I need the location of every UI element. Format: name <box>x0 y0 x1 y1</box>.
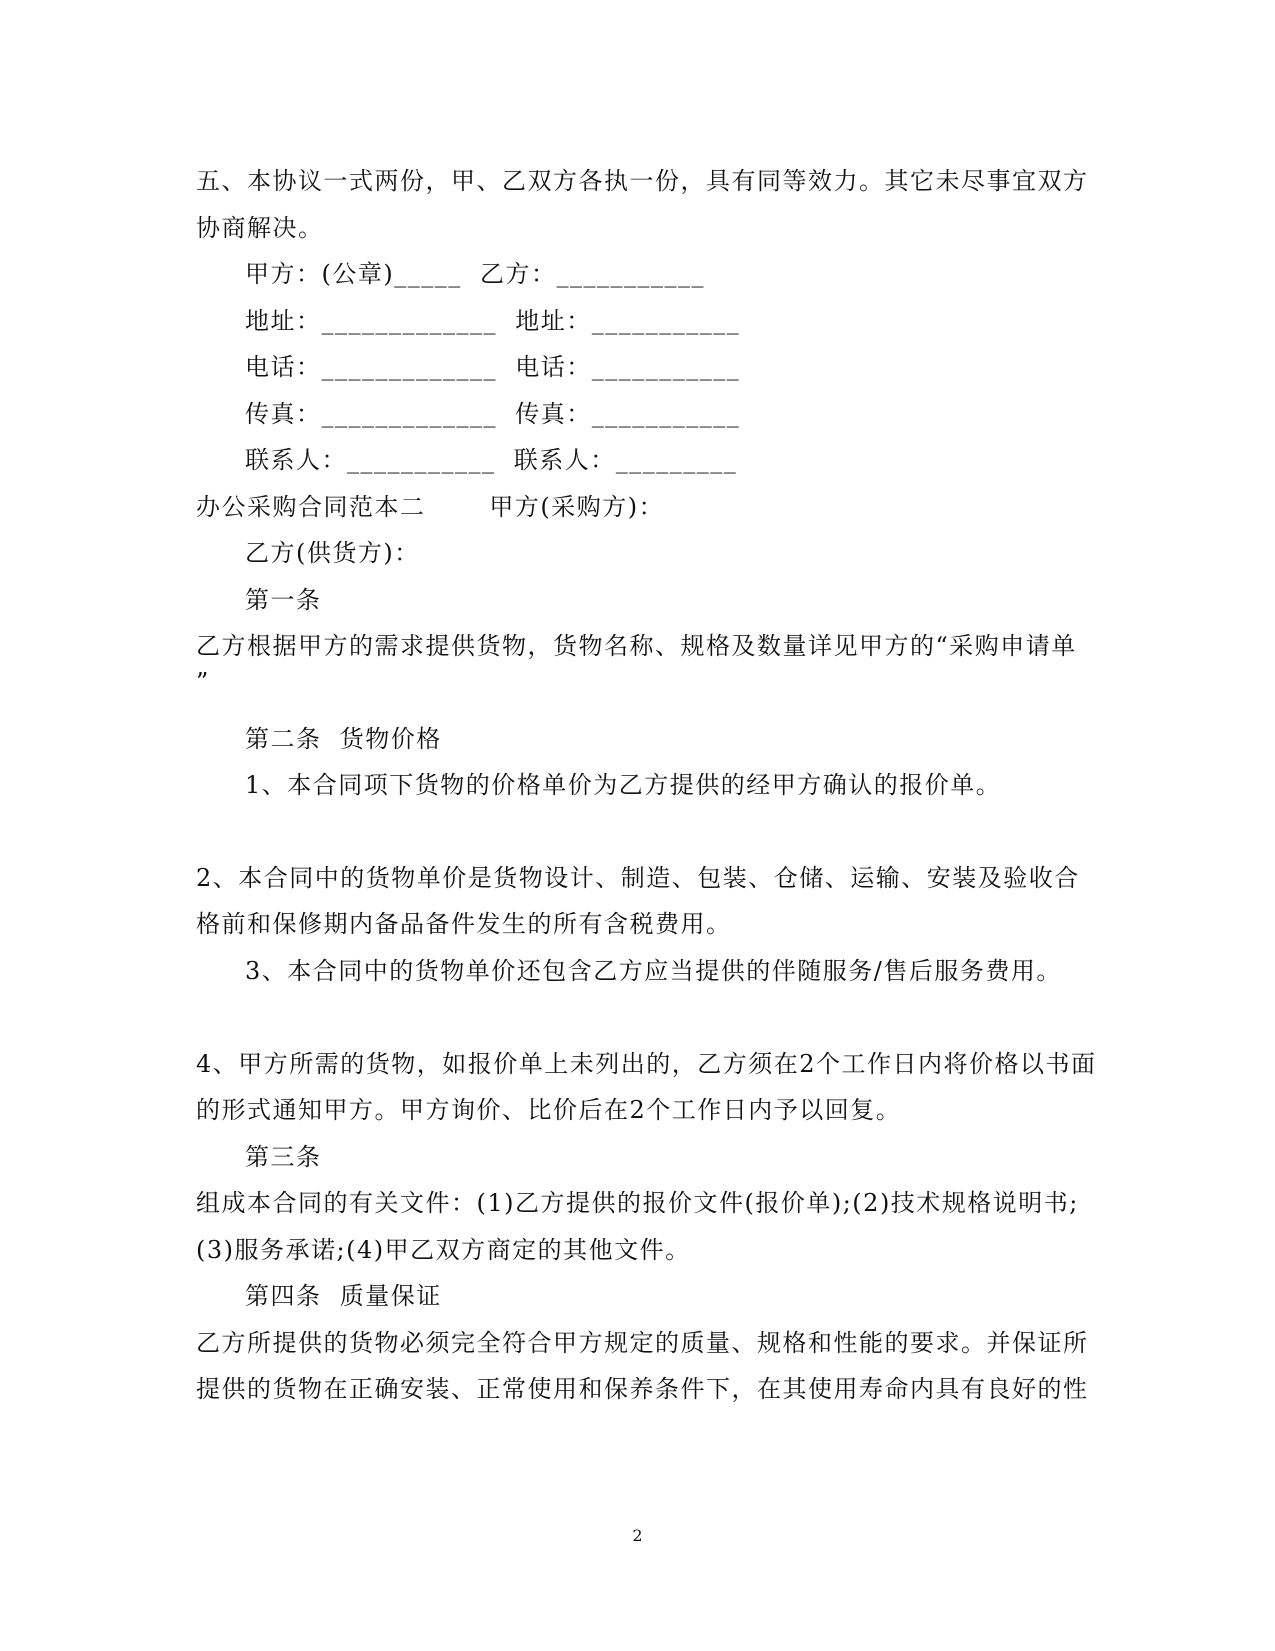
contract-title-line: 办公采购合同范本二 甲方(采购方)： <box>196 493 665 521</box>
price-item-2-line-1: 2、本合同中的货物单价是货物设计、制造、包装、仓储、运输、安装及验收合 <box>196 864 1080 892</box>
price-item-4-line-2: 的形式通知甲方。甲方询价、比价后在2个工作日内予以回复。 <box>196 1096 902 1124</box>
article-three-text-line-2: (3)服务承诺;(4)甲乙双方商定的其他文件。 <box>196 1236 691 1264</box>
article-four-text-line-2: 提供的货物在正确安装、正常使用和保养条件下，在其使用寿命内具有良好的性 <box>196 1375 1089 1403</box>
price-item-1: 1、本合同项下货物的价格单价为乙方提供的经甲方确认的报价单。 <box>245 771 1002 799</box>
address-line: 地址：_____________ 地址：___________ <box>245 307 741 335</box>
clause-five-line-2: 协商解决。 <box>196 214 324 242</box>
party-a-seal-line: 甲方：(公章)_____ 乙方：___________ <box>245 260 705 288</box>
price-item-4-line-1: 4、甲方所需的货物，如报价单上未列出的，乙方须在2个工作日内将价格以书面 <box>196 1050 1097 1078</box>
article-four-heading: 第四条 质量保证 <box>245 1282 442 1310</box>
article-four-text-line-1: 乙方所提供的货物必须完全符合甲方规定的质量、规格和性能的要求。并保证所 <box>196 1329 1089 1357</box>
article-one-text-line-1: 乙方根据甲方的需求提供货物，货物名称、规格及数量详见甲方的“采购申请单 <box>196 632 1077 660</box>
party-b-line: 乙方(供货方)： <box>245 539 420 567</box>
article-one-heading: 第一条 <box>245 586 322 614</box>
page-number: 2 <box>632 1526 643 1545</box>
price-item-3: 3、本合同中的货物单价还包含乙方应当提供的伴随服务/售后服务费用。 <box>245 957 1062 985</box>
clause-five-line-1: 五、本协议一式两份，甲、乙双方各执一份，具有同等效力。其它未尽事宜双方 <box>196 167 1089 195</box>
article-three-heading: 第三条 <box>245 1143 322 1171</box>
article-one-text-line-2: ” <box>196 668 210 696</box>
article-two-heading: 第二条 货物价格 <box>245 725 442 753</box>
contact-line: 联系人：___________ 联系人：_________ <box>245 446 738 474</box>
article-three-text-line-1: 组成本合同的有关文件：(1)乙方提供的报价文件(报价单);(2)技术规格说明书; <box>196 1189 1079 1217</box>
phone-line: 电话：_____________ 电话：___________ <box>245 353 741 381</box>
fax-line: 传真：_____________ 传真：___________ <box>245 400 741 428</box>
price-item-2-line-2: 格前和保修期内备品备件发生的所有含税费用。 <box>196 910 732 938</box>
